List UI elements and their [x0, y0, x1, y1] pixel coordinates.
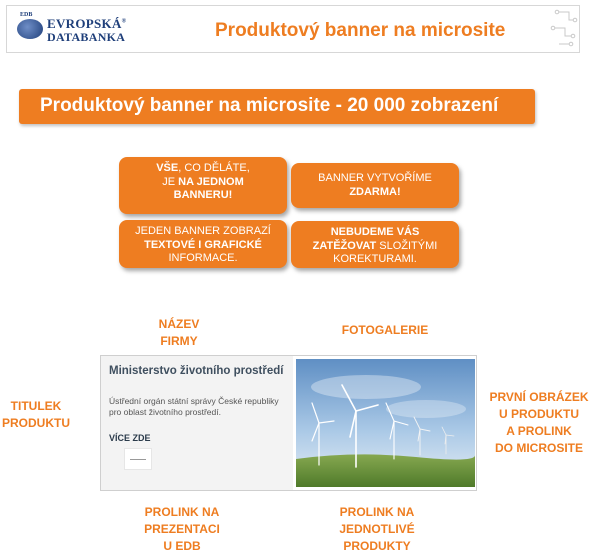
preview-company-logo[interactable] — [124, 448, 152, 470]
banner-preview — [100, 355, 477, 491]
preview-description: Ústřední orgán státní správy České republiky pro oblast životního prostředí. — [109, 396, 279, 417]
callout-product-title: TITULEK PRODUKTU — [2, 399, 70, 430]
circuit-decoration-icon — [549, 6, 579, 54]
globe-logo-icon — [17, 19, 43, 39]
main-banner-text: Produktový banner na microsite - 20 000 zobrazení — [40, 95, 499, 116]
feature-box-all-in-one: VŠE, CO DĚLÁTE, JE NA JEDNOM BANNERU! — [119, 157, 287, 214]
logo-edb-text: EDB — [20, 12, 33, 18]
logo-line1: EVROPSKÁ® — [47, 16, 127, 31]
preview-info-panel — [101, 356, 293, 490]
callout-first-image: PRVNÍ OBRÁZEK U PRODUKTU A PROLINK DO MICROSITE — [489, 390, 589, 455]
preview-company-name[interactable]: Ministerstvo životního prostředí — [109, 365, 284, 377]
wind-turbines-photo[interactable] — [296, 359, 475, 487]
feature-box-text-graphic: JEDEN BANNER ZOBRAZÍ TEXTOVÉ I GRAFICKÉ INFORMACE. — [119, 220, 287, 268]
feature-box-no-proofreading: NEBUDEME VÁS ZATĚŽOVAT SLOŽITÝMI KOREKTURAMI. — [291, 221, 459, 268]
logo-line2: DATABANKA — [47, 30, 126, 44]
header — [6, 5, 580, 53]
evropska-databanka-logo[interactable] — [17, 12, 127, 47]
header-title: Produktový banner na microsite — [215, 20, 506, 41]
callout-prolink-products: PROLINK NA JEDNOTLIVÉ PRODUKTY — [339, 505, 415, 550]
callout-prolink-edb: PROLINK NA PREZENTACI U EDB — [144, 505, 220, 550]
feature-box-free: BANNER VYTVOŘÍME ZDARMA! — [291, 163, 459, 208]
main-banner — [19, 89, 535, 124]
callout-company-name: NÁZEV FIRMY — [158, 317, 200, 348]
preview-more-link[interactable]: VÍCE ZDE — [109, 433, 151, 443]
callout-photo-gallery: FOTOGALERIE — [341, 323, 429, 337]
